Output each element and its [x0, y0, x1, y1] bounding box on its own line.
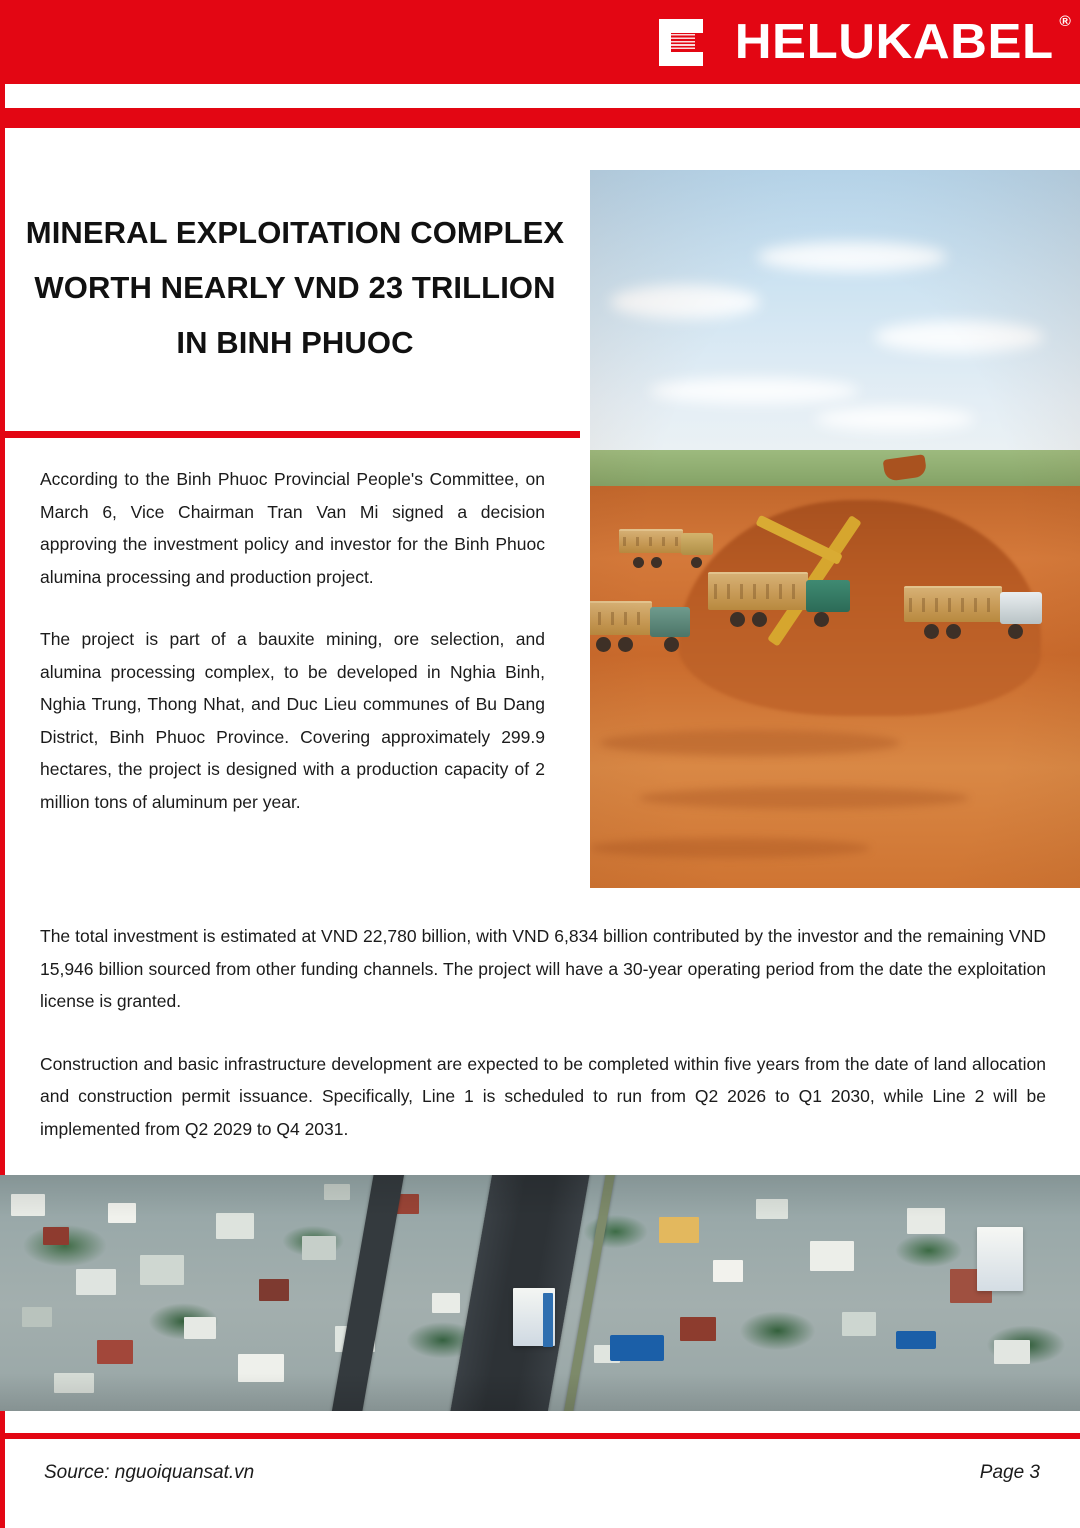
construction-site-photo	[590, 170, 1080, 888]
article-column-text	[40, 463, 545, 818]
brand-wordmark	[735, 12, 1072, 69]
source-label: Source: nguoiquansat.vn	[44, 1462, 255, 1483]
page-title	[5, 205, 585, 370]
paragraph: The total investment is estimated at VND 22,780 billion, with VND 6,834 billion contributed by the investor and the remaining VND 15,946 billion sourced from other funding channels. The project will have a 30-year operating period from the date the exploitation license is granted.	[40, 926, 1046, 1011]
page-footer	[0, 1462, 1080, 1484]
footer-divider	[0, 1433, 1080, 1439]
title-line-3: IN BINH PHUOC	[176, 325, 414, 360]
page-header	[0, 0, 1080, 84]
paragraph: The project is part of a bauxite mining, ore selection, and alumina processing complex, to be developed in Nghia Binh, Nghia Trung, Thong Nhat, and Duc Lieu communes of Bu Dang District, Binh Phuoc Province. Covering approximately 299.9 hectares, the project is designed with a production capacity of 2 million tons of aluminum per year.	[40, 629, 545, 812]
page-number: Page 3	[979, 1462, 1040, 1483]
aerial-city-photo	[0, 1175, 1080, 1411]
article-full-width-text	[40, 920, 1046, 1145]
header-divider-bar	[0, 108, 1080, 128]
title-line-2: WORTH NEARLY VND 23 TRILLION	[34, 270, 556, 305]
paragraph: Construction and basic infrastructure development are expected to be completed within five years from the date of land allocation and construction permit issuance. Specifically, Line 1 is scheduled to run from Q2 2026 to Q1 2030, while Line 2 will be implemented from Q2 2029 to Q4 2031.	[40, 1053, 1046, 1139]
helukabel-c-mark-icon	[659, 19, 703, 66]
title-divider	[0, 431, 580, 438]
photo-vignette	[0, 1175, 1080, 1411]
title-line-1: MINERAL EXPLOITATION COMPLEX	[25, 215, 565, 250]
brand-name: HELUKABEL	[735, 14, 1054, 69]
paragraph: According to the Binh Phuoc Provincial People's Committee, on March 6, Vice Chairman Tran Van Mi signed a decision approving the investment policy and investor for the Binh Phuoc alumina processing and production project.	[40, 469, 545, 587]
brand-logo	[659, 12, 1072, 69]
registered-trademark-icon: ®	[1059, 12, 1072, 30]
photo-vignette	[590, 170, 1080, 888]
